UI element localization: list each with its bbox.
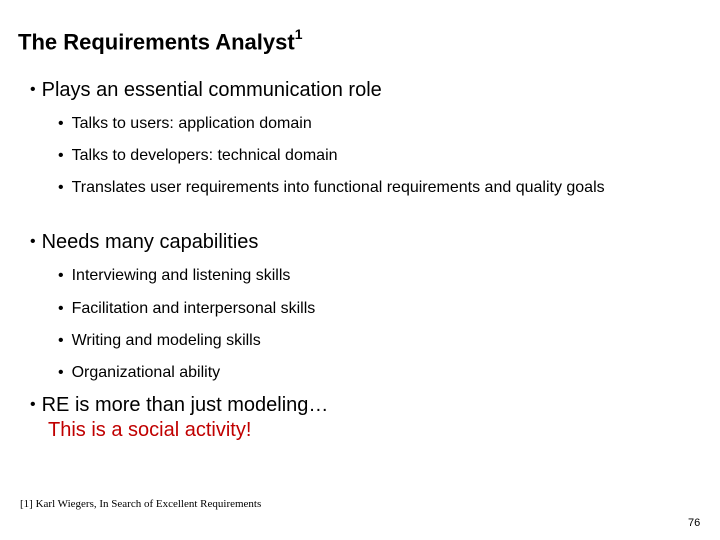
slide-title [18,28,303,55]
bullet-icon: • [58,332,64,349]
social-activity-emphasis: This is a social activity! [48,419,252,441]
sub-bullet-organizational [58,364,220,382]
bullet-icon: • [58,147,64,164]
bullet-communication-role [30,79,382,102]
sub-bullet-interviewing [58,267,290,285]
bullet-text: Needs many capabilities [41,231,259,253]
bullet-icon: • [30,81,36,98]
bullet-icon: • [58,300,64,317]
sub-bullet-facilitation [58,300,315,318]
sub-bullet-translates [58,179,605,197]
sub-bullet-writing [58,332,261,350]
page-number: 76 [688,517,701,529]
bullet-icon: • [58,267,64,284]
sub-bullet-text: Talks to users: application domain [71,115,312,132]
bullet-text: Plays an essential communication role [41,79,382,101]
sub-bullet-text: Organizational ability [71,364,221,381]
sub-bullet-text: Writing and modeling skills [71,332,261,349]
sub-bullet-users [58,115,312,133]
footnote: [1] Karl Wiegers, In Search of Excellent Requirements [20,498,262,510]
title-footnote-marker: 1 [294,26,303,42]
bullet-capabilities [30,231,258,254]
bullet-text: RE is more than just modeling… [41,394,329,416]
sub-bullet-text: Interviewing and listening skills [71,267,291,284]
sub-bullet-text: Talks to developers: technical domain [71,147,338,164]
bullet-icon: • [30,233,36,250]
bullet-icon: • [58,364,64,381]
sub-bullet-text: Translates user requirements into functional requirements and quality goals [71,179,605,196]
sub-bullet-developers [58,147,338,165]
bullet-icon: • [58,179,64,196]
sub-bullet-text: Facilitation and interpersonal skills [71,300,316,317]
title-text: The Requirements Analyst [18,29,295,55]
bullet-icon: • [58,115,64,132]
bullet-icon: • [30,396,36,413]
bullet-re-modeling [30,394,328,417]
